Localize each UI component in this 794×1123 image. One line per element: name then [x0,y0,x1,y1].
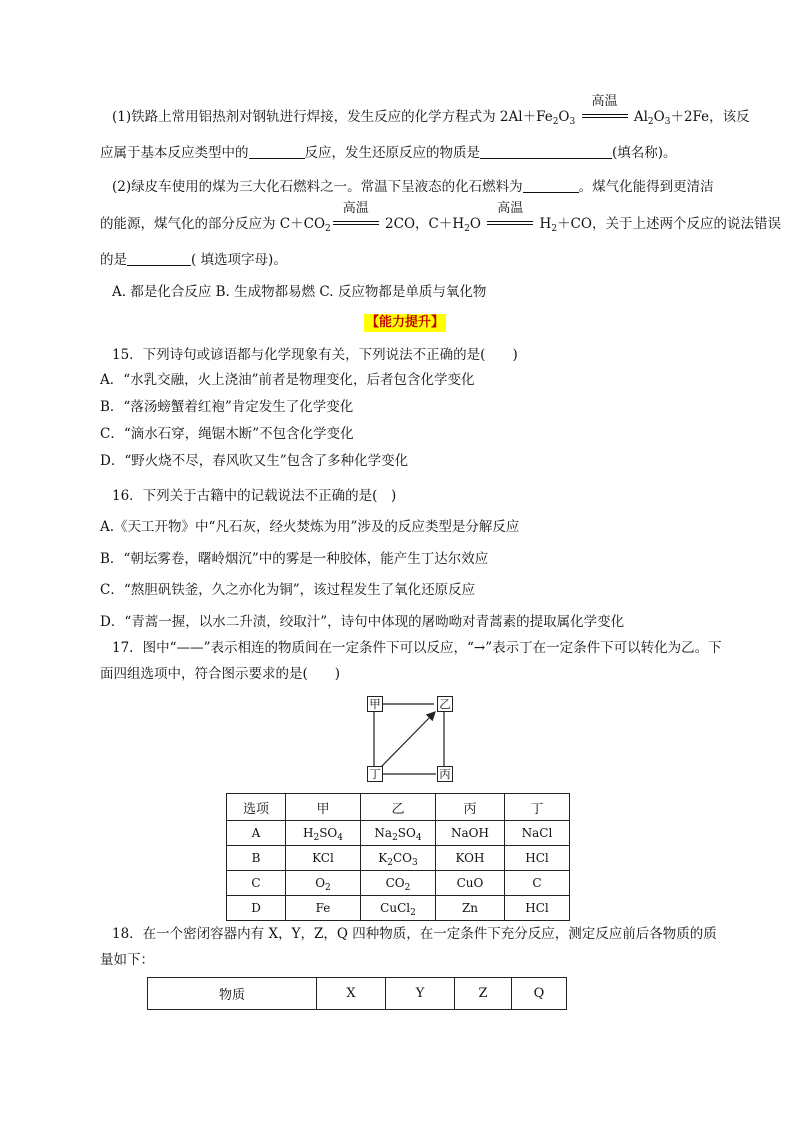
text: 反应，发生还原反应的物质是 [304,145,480,161]
text: 2CO，C＋H [380,216,465,232]
q14-p1-text-e: ＋2Fe，该反 [670,109,750,125]
q16-option-a: A.《天工开物》中“凡石灰，经火焚炼为用”涉及的反应类型是分解反应 [100,519,520,535]
table-cell: HCl [505,846,570,871]
q14-p1-line2 [100,143,677,163]
q16-option-b: B．“朝坛雾卷，曙岭烟沉”中的雾是一种胶体，能产生丁达尔效应 [100,551,489,567]
condition-label: 高温 [497,201,524,216]
q14-p2-line2 [100,201,781,234]
table-header-cell: 物质 [148,978,317,1010]
table-header-cell: 丁 [505,794,570,821]
q17-line1: 17．图中“——”表示相连的物质间在一定条件下可以反应，“→”表示丁在一定条件下可以转化为乙。下 [112,640,722,656]
table-header-cell: 选项 [227,794,286,821]
table-cell: $O_2$ [286,871,361,896]
table-cell: HCl [505,896,570,921]
subscript: 2 [325,883,331,893]
subscript: 2 [404,883,411,893]
q14-p1-text-c: Al [633,109,648,125]
text: 的能源，煤气化的部分反应为 C＋CO [100,216,326,232]
condition-label: 高温 [591,94,618,109]
table-cell: $H_2SO_4$ [286,821,361,846]
q14-p1-text-a: (1)铁路上常用铝热剂对钢轨进行焊接，发生反应的化学方程式为 2Al＋Fe [112,109,553,125]
table-header-cell: Z [455,978,512,1010]
q15-stem: 15．下列诗句或谚语都与化学现象有关，下列说法不正确的是( ) [112,347,518,363]
text: (填名称)。 [612,145,677,161]
table-header-cell: Q [512,978,567,1010]
subscript: 2 [552,117,559,127]
node-bing: 丙 [437,766,453,782]
table-cell: Zn [436,896,505,921]
q14-p2-options: A. 都是化合反应 B. 生成物都易燃 C. 反应物都是单质与氧化物 [112,284,487,300]
subscript: 2 [647,117,654,127]
text: 应属于基本反应类型中的 [100,145,249,161]
table-cell: D [227,896,286,921]
q14-p2-line1 [112,177,714,197]
table-cell: NaCl [505,821,570,846]
q18-line2: 量如下： [100,952,154,968]
node-ding: 丁 [367,766,383,782]
answer-blank[interactable] [523,178,579,193]
table-header-cell: X [317,978,386,1010]
reaction-condition-arrow [333,201,379,228]
table-cell: B [227,846,286,871]
q16-option-c: C．“熬胆矾铁釜，久之亦化为铜”，该过程发生了氧化还原反应 [100,582,476,598]
table-header-row [148,978,567,1010]
table-cell: A [227,821,286,846]
condition-label: 高温 [342,201,369,216]
subscript: 2 [410,908,416,918]
q17-options-table [226,793,570,921]
table-header-row [227,794,570,821]
table-cell: C [227,871,286,896]
node-jia: 甲 [367,696,383,712]
table-cell: KCl [286,846,361,871]
subscript: 2 [392,833,398,843]
subscript: 4 [337,833,343,843]
q15-option-c: C．“滴水石穿，绳锯木断”不包含化学变化 [100,426,354,442]
table-cell: KOH [436,846,505,871]
table-cell: NaOH [436,821,505,846]
section-title-badge: 【能力提升】 [366,315,445,330]
q17-line2: 面四组选项中，符合图示要求的是( ) [100,666,341,682]
subscript: 3 [412,858,418,868]
q16-option-d: D．“青蒿一握，以水二升渍，绞取汁”，诗句中体现的屠呦呦对青蒿素的提取属化学变化 [100,614,625,630]
node-yi: 乙 [437,696,453,712]
answer-blank[interactable] [127,251,191,266]
q18-mass-table [147,977,567,1010]
table-row [227,896,570,921]
subscript: 3 [664,117,671,127]
text: (2)绿皮车使用的煤为三大化石燃料之一。常温下呈液态的化石燃料为 [112,179,523,195]
text: 的是 [100,252,127,268]
table-row [227,846,570,871]
text: O [469,216,486,232]
arrow-ding-to-yi [380,712,435,768]
text: H [535,216,552,232]
table-row [227,871,570,896]
subscript: 2 [313,833,320,843]
subscript: 3 [569,117,576,127]
table-header-cell: 丙 [436,794,505,821]
text: 。煤气化能得到更清洁 [578,179,714,195]
text: ＋CO，关于上述两个反应的说法错误 [557,216,781,232]
table-cell: CuCl$_2$ [361,896,436,921]
text: ( 填选项字母)。 [191,252,287,268]
q14-p1-text-b: O [558,109,570,125]
q16-stem: 16．下列关于古籍中的记载说法不正确的是( ) [112,488,397,504]
q15-option-b: B．“落汤螃蟹着红袍”肯定发生了化学变化 [100,399,354,415]
table-cell: Fe [286,896,361,921]
subscript: 2 [387,858,393,868]
table-cell: C [505,871,570,896]
subscript: 2 [551,224,558,234]
reaction-condition-arrow [582,94,628,121]
q18-line1: 18．在一个密闭容器内有 X，Y，Z，Q 四种物质，在一定条件下充分反应，测定反应前后各物质的质 [112,926,717,942]
reaction-condition-arrow [487,201,533,228]
answer-blank[interactable] [480,144,612,159]
subscript: 4 [415,833,422,843]
q14-p1-line1 [112,94,750,127]
answer-blank[interactable] [249,144,305,159]
table-header-cell: Y [386,978,455,1010]
table-cell: $Na_2SO_4$ [361,821,436,846]
q15-option-a: A．“水乳交融，火上浇油”前者是物理变化，后者包含化学变化 [100,372,475,388]
subscript: 2 [325,224,331,234]
table-header-cell: 甲 [286,794,361,821]
table-row [227,821,570,846]
table-header-cell: 乙 [361,794,436,821]
q15-option-d: D．“野火烧不尽，春风吹又生”包含了多种化学变化 [100,453,409,469]
q14-p2-line3 [100,250,287,270]
subscript: 2 [464,224,470,234]
table-cell: $CO_2$ [361,871,436,896]
table-cell: $K_2CO_3$ [361,846,436,871]
table-cell: CuO [436,871,505,896]
q14-p1-text-d: O [653,109,665,125]
